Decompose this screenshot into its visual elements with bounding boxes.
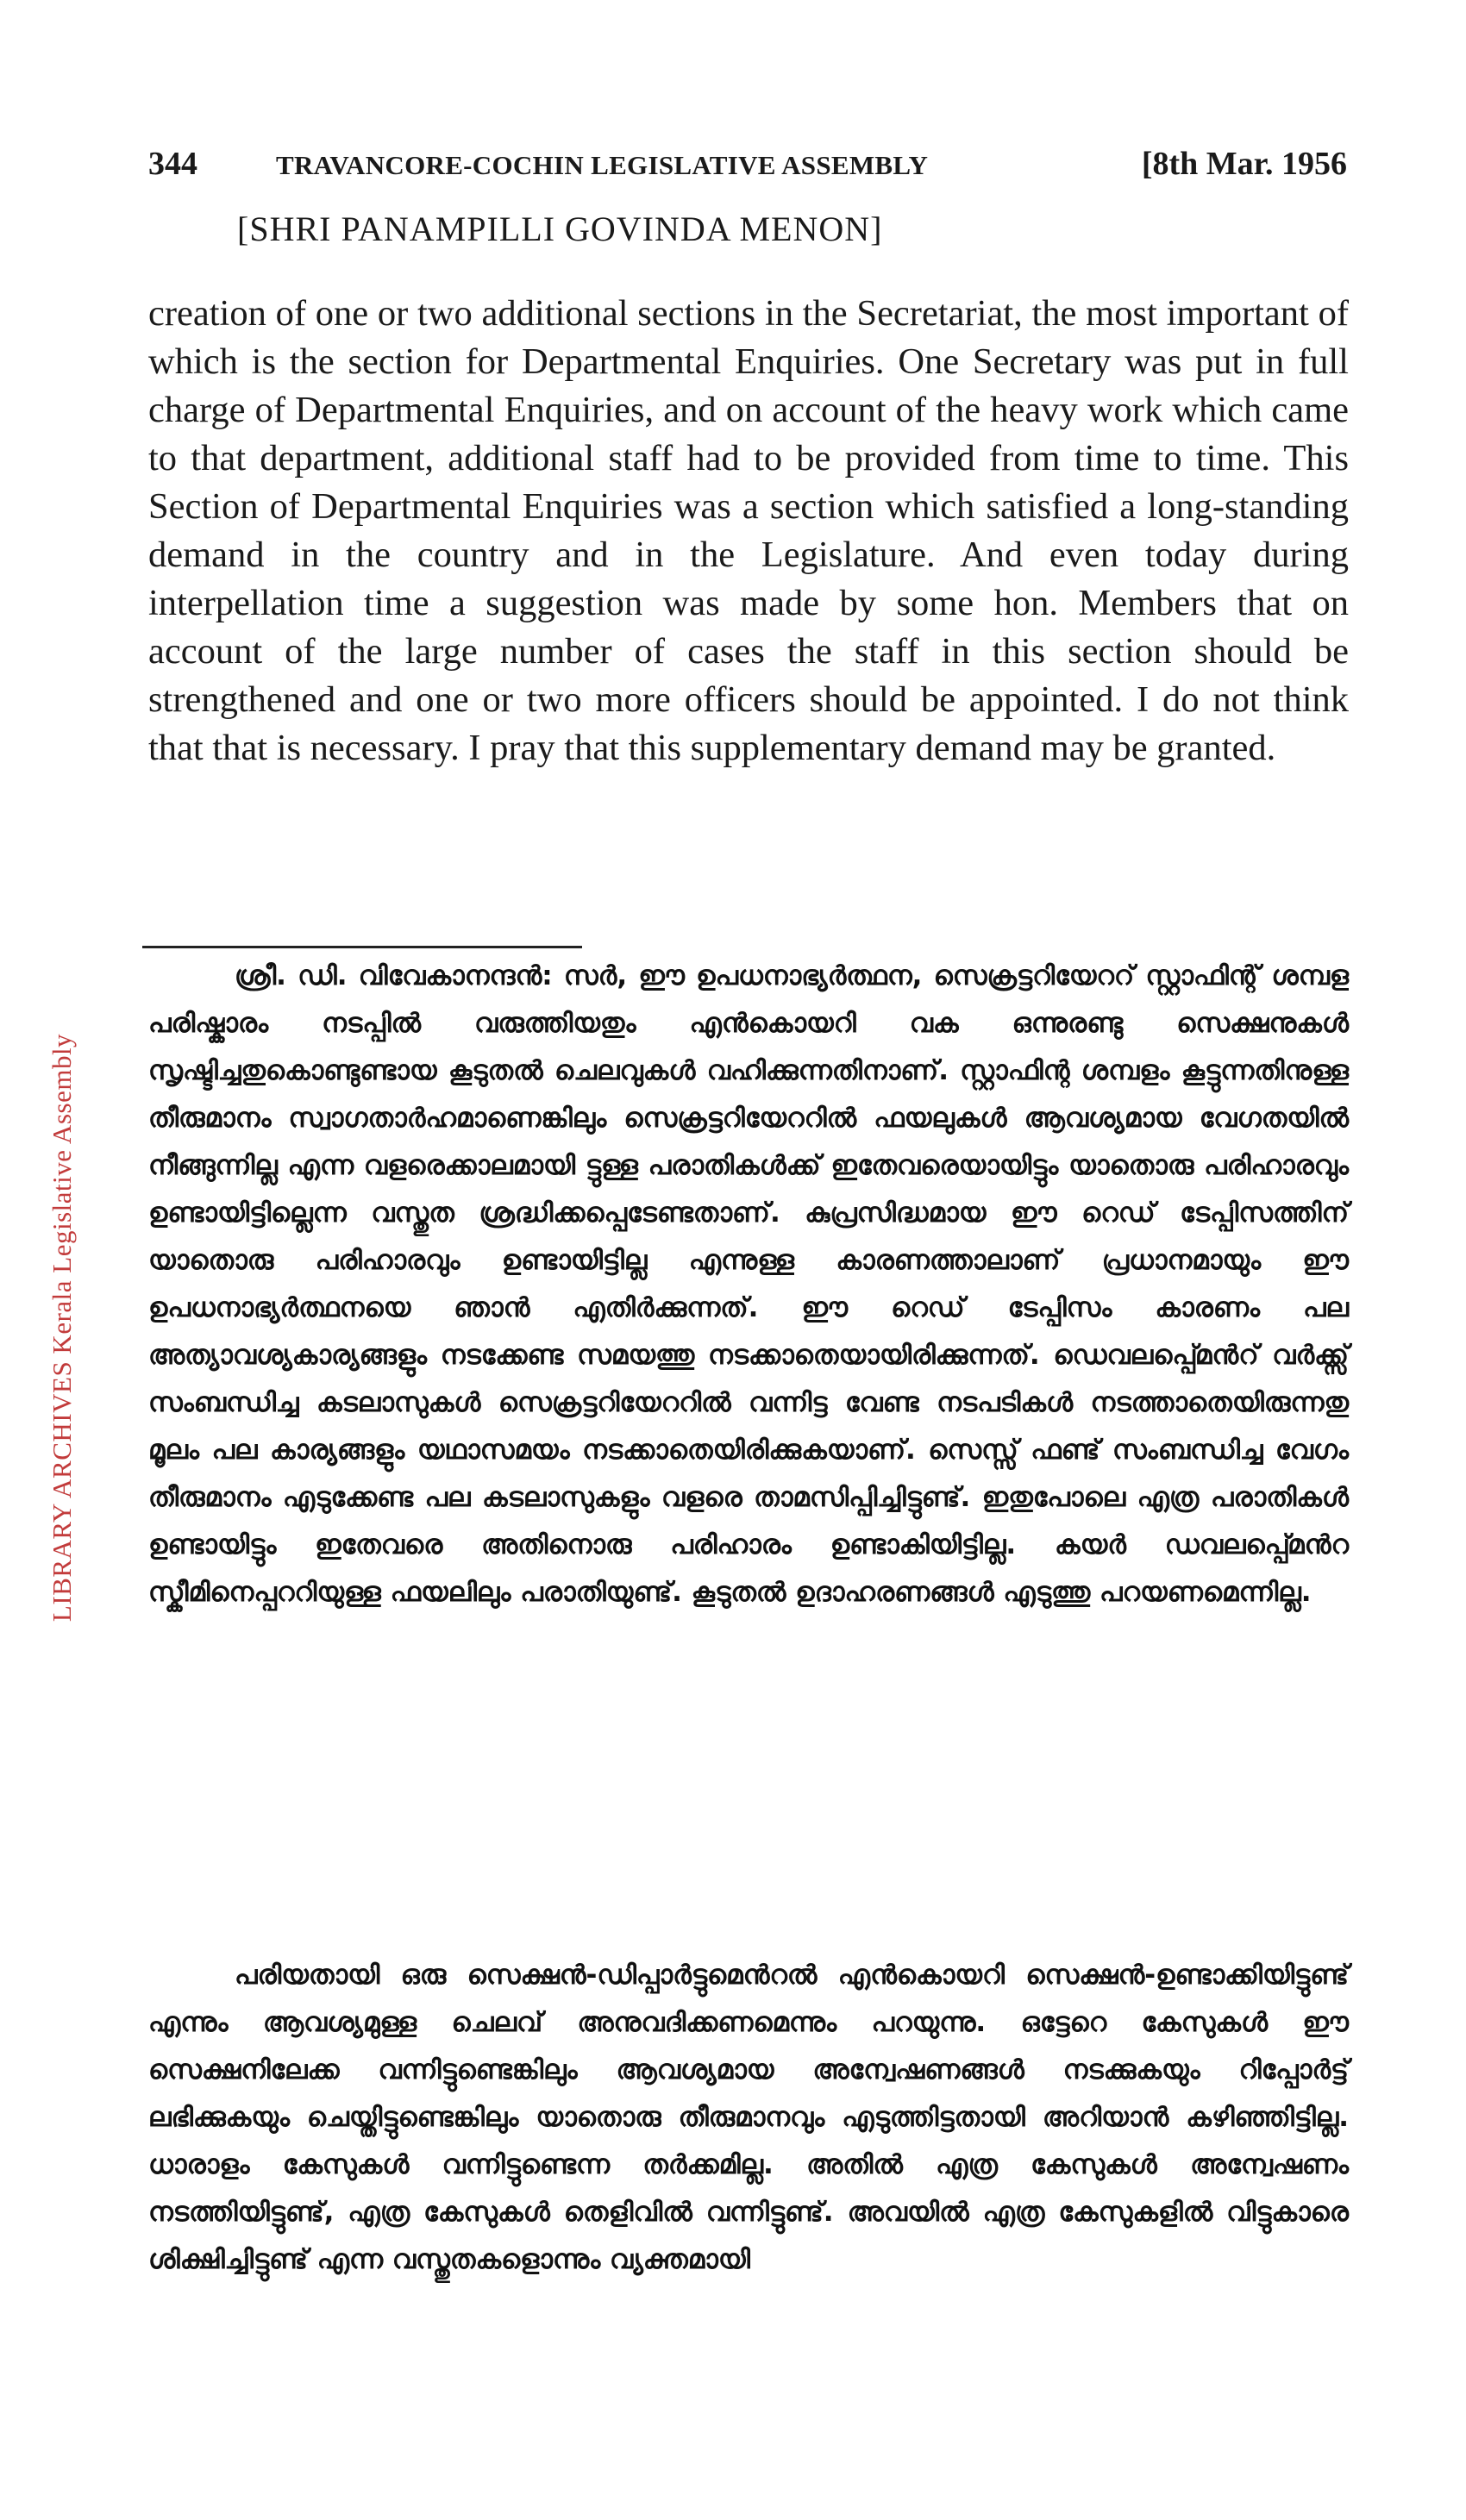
malayalam-speech-paragraph-1: ശ്രീ. ഡി. വിവേകാനന്ദൻ: സർ, ഈ ഉപധനാഭ്യർത്ഥന, സെക്രട്ടറിയേററ് സ്റ്റാഫിന്റ് ശമ്പള പരിഷ്കാരം നടപ്പിൽ വരുത്തിയതും എൻകൊയറി വക ഒന്നുരണ്ടു സെക്ഷനുകൾ സൃഷ്ടിച്ചതുകൊണ്ടുണ്ടായ കൂടുതൽ ചെലവുകൾ വഹിക്കുന്നതിനാണ്. സ്റ്റാഫിന്റ ശമ്പളം കൂട്ടുന്നതിനുള്ള തീരുമാനം സ്വാഗതാർഹമാണെങ്കിലും സെക്രട്ടറിയേററിൽ ഫയലുകൾ ആവശ്യമായ വേഗതയിൽ നീങ്ങുന്നില്ല എന്ന വളരെക്കാലമായി ട്ടുള്ള പരാതികൾക്ക് ഇതേവരെയായിട്ടും യാതൊരു പരിഹാരവും ഉണ്ടായിട്ടില്ലെന്ന വസ്തുത ശ്രദ്ധിക്കപ്പെടേണ്ടതാണ്. കുപ്രസിദ്ധമായ ഈ റെഡ് ടേപ്പിസത്തിന് യാതൊരു പരിഹാരവും ഉണ്ടായിട്ടില്ല എന്നുള്ള കാരണത്താലാണ് പ്രധാനമായും ഈ ഉപധനാഭ്യർത്ഥനയെ ഞാൻ എതിർക്കുന്നത്. ഈ റെഡ് ടേപ്പിസം കാരണം പല അത്യാവശ്യകാര്യങ്ങളും നടക്കേണ്ട സമയത്തു നടക്കാതെയായിരിക്കുന്നത്. ഡെവലപ്പ്മെൻറ് വർക്ക്സ് സംബന്ധിച്ച കടലാസുകൾ സെക്രട്ടറിയേററിൽ വന്നിട്ട വേണ്ട നടപടികൾ നടത്താതെയിരുന്നതു മൂലം പല കാര്യങ്ങളും യഥാസമയം നടക്കാതെയിരിക്കുകയാണ്. സെസ്സ് ഫണ്ട് സംബന്ധിച്ച വേഗം തീരുമാനം എടുക്കേണ്ട പല കടലാസുകളും വളരെ താമസിപ്പിച്ചിട്ടുണ്ട്. ഇതുപോലെ എത്ര പരാതികൾ ഉണ്ടായിട്ടും ഇതേവരെ അതിനൊരു പരിഹാരം ഉണ്ടാകിയിട്ടില്ല. കയർ ഡവലപ്പ്മെൻറ സ്കീമിനെപ്പററിയുള്ള ഫയലിലും പരാതിയുണ്ട്. കൂടുതൽ ഉദാഹരണങ്ങൾ എടുത്തു പറയണമെന്നില്ല.	[148, 960, 1349, 1608]
session-date: [8th Mar. 1956	[1141, 146, 1347, 182]
malayalam-speech-paragraph-2: പരിയതായി ഒരു സെക്ഷൻ-ഡിപ്പാർട്ടുമെൻറൽ എൻകൊയറി സെക്ഷൻ-ഉണ്ടാക്കിയിട്ടുണ്ട് എന്നും ആവശ്യമുള്ള ചെലവ് അനുവദിക്കണമെന്നും പറയുന്നു. ഒട്ടേറെ കേസുകൾ ഈ സെക്ഷനിലേക്ക വന്നിട്ടുണ്ടെങ്കിലും ആവശ്യമായ അന്വേഷണങ്ങൾ നടക്കുകയും റിപ്പോർട്ട് ലഭിക്കുകയും ചെയ്തിട്ടുണ്ടെങ്കിലും യാതൊരു തീരുമാനവും എടുത്തിട്ടതായി അറിയാൻ കഴിഞ്ഞിട്ടില്ല. ധാരാളം കേസുകൾ വന്നിട്ടുണ്ടെന്ന തർക്കമില്ല. അതിൽ എത്ര കേസുകൾ അന്വേഷണം നടത്തിയിട്ടുണ്ട്, എത്ര കേസുകൾ തെളിവിൽ വന്നിട്ടുണ്ട്. അവയിൽ എത്ര കേസുകളിൽ വിട്ടുകാരെ ശിക്ഷിച്ചിട്ടുണ്ട് എന്ന വസ്തുതകളൊന്നും വ്യക്തമായി	[148, 1960, 1349, 2275]
english-speech-paragraph: creation of one or two additional sections in the Secretariat, the most important of which is the section for Departmental Enquiries. One Secretary was put in full charge of Departmental Enquiries, and on account of the heavy work which came to that department, additional staff had to be provided from time to time. This Section of Departmental Enquiries was a section which satisfied a long-standing demand in the country and in the Legislature. And even today during interpellation time a suggestion was made by some hon. Members that on account of the large number of cases the staff in this section should be strengthened and one or two more officers should be appointed. I do not think that that is necessary. I pray that this supplementary demand may be granted.	[148, 293, 1349, 768]
page-number: 344	[148, 146, 197, 182]
page-header	[148, 145, 1347, 188]
library-archives-watermark	[45, 897, 79, 1759]
watermark-text: LIBRARY ARCHIVES Kerala Legislative Assembly	[47, 1033, 77, 1623]
running-title: TRAVANCORE-COCHIN LEGISLATIVE ASSEMBLY	[276, 150, 929, 180]
speaker-underline	[142, 946, 582, 948]
speaker-name: [SHRI PANAMPILLI GOVINDA MENON]	[237, 209, 883, 248]
